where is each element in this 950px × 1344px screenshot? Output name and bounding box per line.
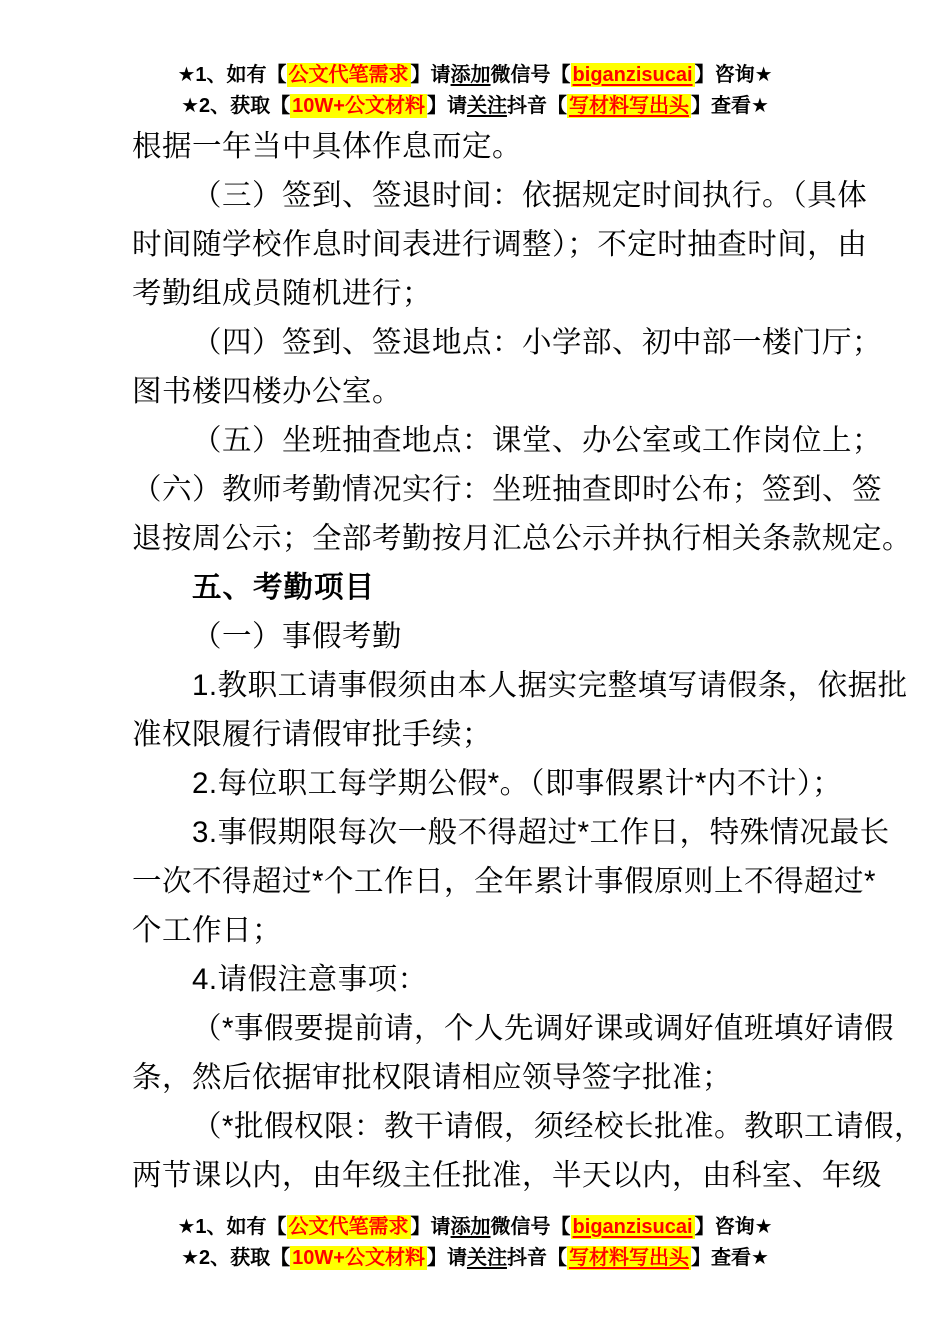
- banner-highlighted-text: 写材料写出头: [568, 95, 689, 117]
- document-line: 准权限履行请假审批手续；: [132, 718, 493, 751]
- banner-line-2: [0, 1243, 950, 1274]
- banner-highlighted-text: 写材料写出头: [568, 1247, 689, 1269]
- banner-text: ★1、如有【: [177, 64, 287, 86]
- document-line: 两节课以内，由年级主任批准，半天以内，由科室、年级: [132, 1159, 883, 1192]
- document-line: 1.教职工请事假须由本人据实完整填写请假条，依据批: [192, 669, 908, 702]
- banner-text: 】咨询★: [694, 64, 773, 86]
- document-line: 一次不得超过*个工作日，全年累计事假原则上不得超过*: [132, 865, 876, 898]
- document-line: （三）签到、签退时间：依据规定时间执行。（具体: [192, 179, 868, 212]
- banner-text: 抖音【: [506, 1247, 567, 1269]
- document-line: （六）教师考勤情况实行：坐班抽查即时公布；签到、签: [132, 473, 883, 506]
- document-line: 退按周公示；全部考勤按月汇总公示并执行相关条款规定。: [132, 522, 913, 555]
- document-line: 图书楼四楼办公室。: [132, 375, 403, 408]
- banner-text: 关注: [466, 95, 507, 117]
- banner-highlighted-text: 公文代笔需求: [288, 1216, 409, 1238]
- document-line: （一）事假考勤: [192, 620, 403, 653]
- banner-line-2: [0, 91, 950, 122]
- document-line: 4.请假注意事项：: [192, 963, 428, 996]
- banner-highlighted-text: 10W+公文材料: [292, 1247, 425, 1269]
- banner-highlighted-text: 公文代笔需求: [288, 64, 409, 86]
- banner-text: 关注: [466, 1247, 507, 1269]
- document-line: （四）签到、签退地点：小学部、初中部一楼门厅；: [192, 326, 883, 359]
- banner-text: ★2、获取【: [181, 95, 291, 117]
- banner-text: 微信号【: [490, 1216, 571, 1238]
- banner-text: 添加: [450, 64, 491, 86]
- document-line: （*事假要提前请，个人先调好课或调好值班填好请假: [192, 1012, 894, 1045]
- banner-line-1: [0, 1212, 950, 1243]
- banner-text: 】请: [426, 1247, 467, 1269]
- document-line: 2.每位职工每学期公假*。（即事假累计*内不计）；: [192, 767, 843, 800]
- banner-text: 】查看★: [690, 1247, 769, 1269]
- banner-text: 】请: [426, 95, 467, 117]
- document-line: 条，然后依据审批权限请相应领导签字批准；: [132, 1061, 733, 1094]
- banner-text: 抖音【: [506, 95, 567, 117]
- section-heading: 五、考勤项目: [192, 571, 376, 604]
- banner-text: 】咨询★: [694, 1216, 773, 1238]
- document-line: 3.事假期限每次一般不得超过*工作日，特殊情况最长: [192, 816, 890, 849]
- document-line: 时间随学校作息时间表进行调整）；不定时抽查时间，由: [132, 228, 868, 261]
- banner-text: ★1、如有【: [177, 1216, 287, 1238]
- footer-promo-banner: [0, 1212, 950, 1274]
- banner-highlighted-text: biganzisucai: [572, 1216, 693, 1238]
- banner-text: 】请: [410, 64, 451, 86]
- document-line: 考勤组成员随机进行；: [132, 277, 433, 310]
- document-body: [132, 122, 924, 1200]
- banner-text: 微信号【: [490, 64, 571, 86]
- banner-highlighted-text: 10W+公文材料: [292, 95, 425, 117]
- banner-text: 】查看★: [690, 95, 769, 117]
- banner-text: 】请: [410, 1216, 451, 1238]
- document-line: 根据一年当中具体作息而定。: [132, 130, 523, 163]
- document-line: （五）坐班抽查地点：课堂、办公室或工作岗位上；: [192, 424, 883, 457]
- banner-line-1: [0, 60, 950, 91]
- banner-text: 添加: [450, 1216, 491, 1238]
- document-line: 个工作日；: [132, 914, 283, 947]
- banner-highlighted-text: biganzisucai: [572, 64, 693, 86]
- header-promo-banner: [0, 60, 950, 122]
- document-line: （*批假权限：教干请假，须经校长批准。教职工请假，: [192, 1110, 924, 1143]
- banner-text: ★2、获取【: [181, 1247, 291, 1269]
